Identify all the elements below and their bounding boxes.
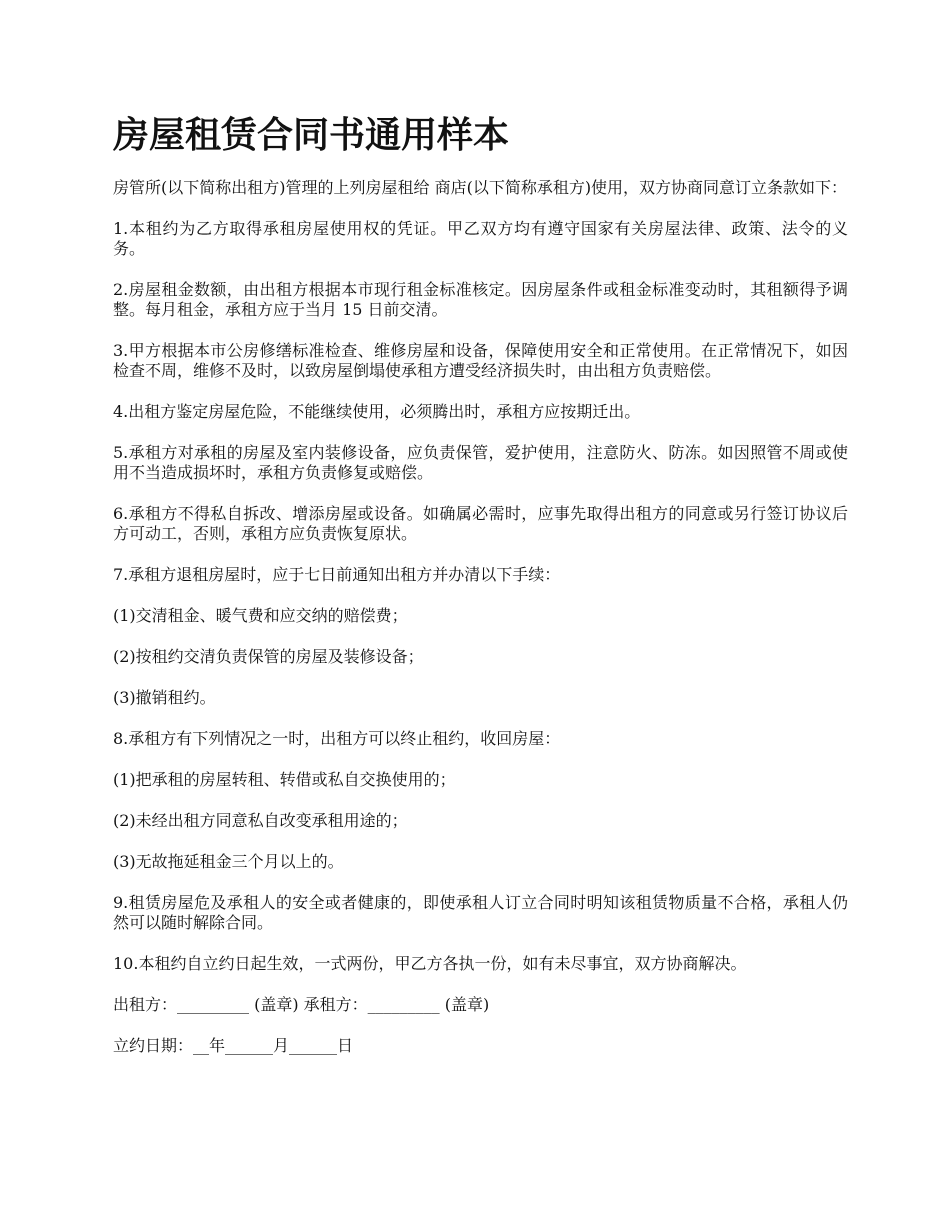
clause-7-item-3: (3)撤销租约。 xyxy=(113,688,216,707)
document-page xyxy=(113,110,848,1077)
clause-8: 8.承租方有下列情况之一时，出租方可以终止租约，收回房屋： xyxy=(113,729,561,748)
clause-2: 2.房屋租金数额，由出租方根据本市现行租金标准核定。因房屋条件或租金标准变动时，其租额得予调整。每月租金，承租方应于当月 15 日前交清。 xyxy=(113,280,848,319)
clause-1: 1.本租约为乙方取得承租房屋使用权的凭证。甲乙双方均有遵守国家有关房屋法律、政策、法令的义务。 xyxy=(113,219,848,258)
clause-7-item-1: (1)交清租金、暖气费和应交纳的赔偿费； xyxy=(113,606,408,625)
document-title: 房屋租赁合同书通用样本 xyxy=(113,115,510,156)
clause-10: 10.本租约自立约日起生效，一式两份，甲乙方各执一份，如有未尽事宜，双方协商解决。 xyxy=(113,954,747,973)
clause-8-item-3: (3)无故拖延租金三个月以上的。 xyxy=(113,852,344,871)
date-line: 立约日期：__年______月______日 xyxy=(113,1036,354,1055)
signature-line: 出租方：_________ (盖章) 承租方：_________ (盖章) xyxy=(113,995,490,1014)
intro-paragraph: 房管所(以下简称出租方)管理的上列房屋租给 商店(以下简称承租方)使用，双方协商同意订立条款如下： xyxy=(113,178,848,197)
clause-7-item-2: (2)按租约交清负责保管的房屋及装修设备； xyxy=(113,647,424,666)
clause-4: 4.出租方鉴定房屋危险，不能继续使用，必须腾出时，承租方应按期迁出。 xyxy=(113,402,641,421)
clause-7: 7.承租方退租房屋时，应于七日前通知出租方并办清以下手续： xyxy=(113,565,561,584)
clause-8-item-2: (2)未经出租方同意私自改变承租用途的； xyxy=(113,811,408,830)
clause-9: 9.租赁房屋危及承租人的安全或者健康的，即使承租人订立合同时明知该租赁物质量不合格，承租人仍然可以随时解除合同。 xyxy=(113,893,848,932)
clause-6: 6.承租方不得私自拆改、增添房屋或设备。如确属必需时，应事先取得出租方的同意或另行签订协议后方可动工，否则，承租方应负责恢复原状。 xyxy=(113,504,848,543)
clause-8-item-1: (1)把承租的房屋转租、转借或私自交换使用的； xyxy=(113,770,456,789)
clause-5: 5.承租方对承租的房屋及室内装修设备，应负责保管，爱护使用，注意防火、防冻。如因照管不周或使用不当造成损坏时，承租方负责修复或赔偿。 xyxy=(113,443,848,482)
clause-3: 3.甲方根据本市公房修缮标准检查、维修房屋和设备，保障使用安全和正常使用。在正常情况下，如因检查不周，维修不及时，以致房屋倒塌使承租方遭受经济损失时，由出租方负责赔偿。 xyxy=(113,341,848,380)
